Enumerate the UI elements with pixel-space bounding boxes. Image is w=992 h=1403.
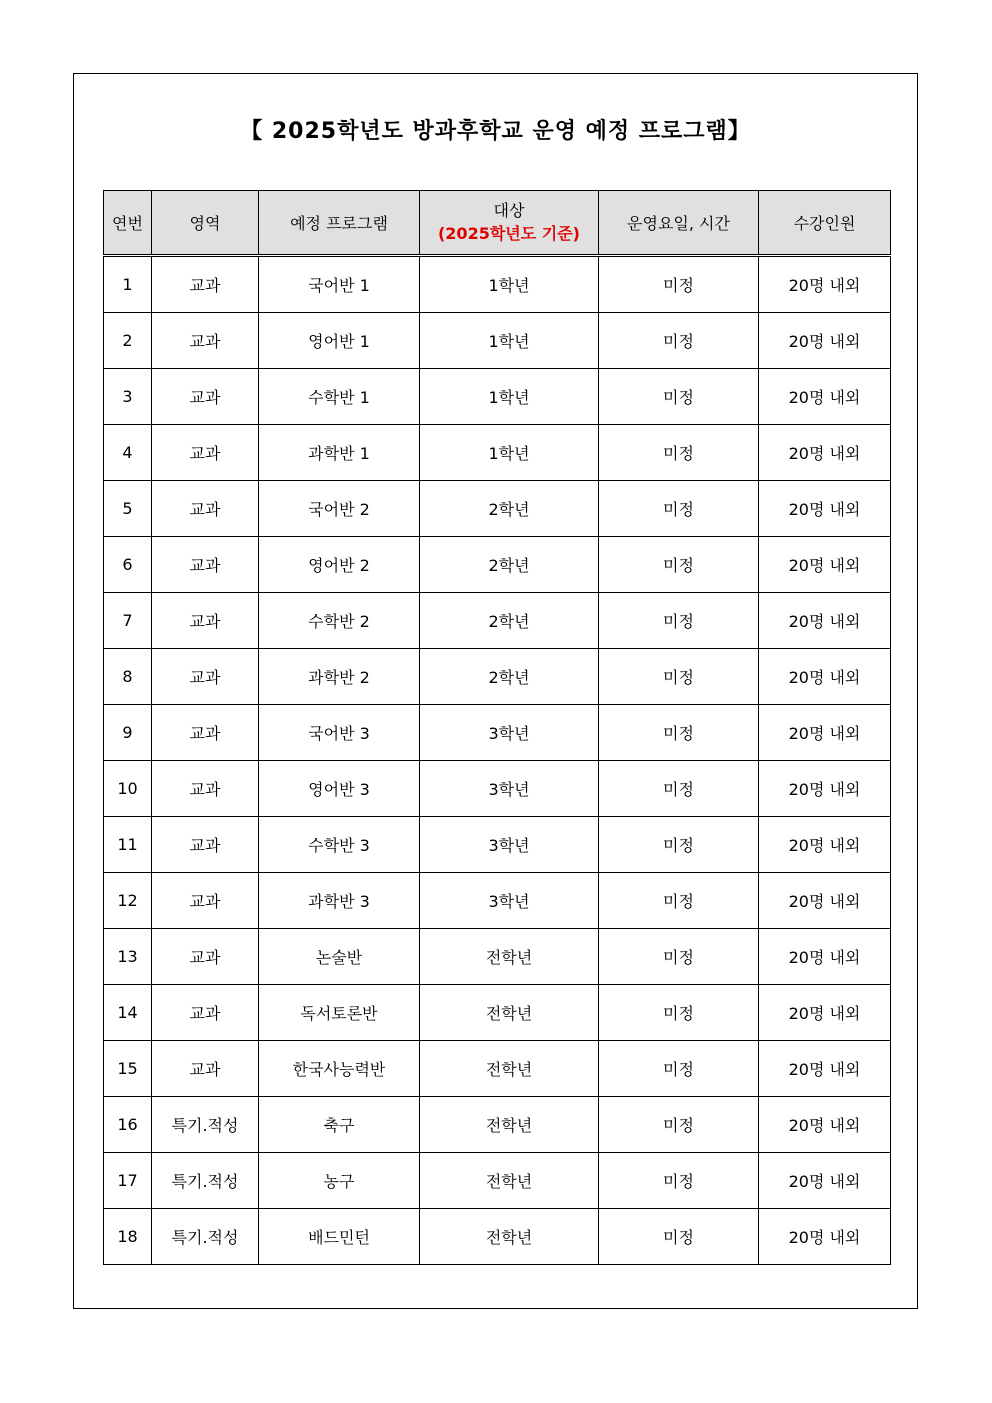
cell-capacity: 20명 내외	[759, 256, 891, 313]
header-target-note: (2025학년도 기준)	[437, 223, 580, 243]
cell-schedule: 미정	[599, 1097, 759, 1153]
cell-capacity: 20명 내외	[759, 873, 891, 929]
cell-area: 교과	[152, 313, 259, 369]
cell-schedule: 미정	[599, 873, 759, 929]
table-row	[104, 313, 891, 369]
cell-no: 2	[104, 313, 152, 369]
cell-capacity: 20명 내외	[759, 761, 891, 817]
cell-target: 1학년	[420, 256, 599, 313]
cell-target: 2학년	[420, 481, 599, 537]
table-row	[104, 649, 891, 705]
cell-schedule: 미정	[599, 1041, 759, 1097]
cell-program: 독서토론반	[259, 985, 420, 1041]
cell-program: 영어반 1	[259, 313, 420, 369]
cell-target: 1학년	[420, 369, 599, 425]
cell-schedule: 미정	[599, 761, 759, 817]
cell-area: 교과	[152, 1041, 259, 1097]
cell-schedule: 미정	[599, 985, 759, 1041]
cell-area: 교과	[152, 537, 259, 593]
table-row	[104, 929, 891, 985]
cell-program: 영어반 3	[259, 761, 420, 817]
cell-no: 17	[104, 1153, 152, 1209]
cell-area: 교과	[152, 425, 259, 481]
cell-program: 과학반 2	[259, 649, 420, 705]
cell-schedule: 미정	[599, 1153, 759, 1209]
table-row	[104, 369, 891, 425]
cell-schedule: 미정	[599, 425, 759, 481]
table-row	[104, 817, 891, 873]
cell-area: 교과	[152, 369, 259, 425]
cell-schedule: 미정	[599, 481, 759, 537]
cell-program: 국어반 2	[259, 481, 420, 537]
cell-capacity: 20명 내외	[759, 1097, 891, 1153]
cell-program: 수학반 2	[259, 593, 420, 649]
table-row	[104, 593, 891, 649]
cell-target: 3학년	[420, 817, 599, 873]
cell-schedule: 미정	[599, 369, 759, 425]
cell-no: 4	[104, 425, 152, 481]
cell-schedule: 미정	[599, 649, 759, 705]
cell-area: 교과	[152, 593, 259, 649]
header-no: 연번	[104, 191, 152, 256]
cell-no: 18	[104, 1209, 152, 1265]
page-title: 【 2025학년도 방과후학교 운영 예정 프로그램】	[240, 119, 751, 144]
cell-area: 교과	[152, 481, 259, 537]
table-row	[104, 1097, 891, 1153]
cell-program: 과학반 1	[259, 425, 420, 481]
cell-capacity: 20명 내외	[759, 1209, 891, 1265]
cell-no: 9	[104, 705, 152, 761]
cell-capacity: 20명 내외	[759, 369, 891, 425]
header-capacity: 수강인원	[759, 191, 891, 256]
cell-target: 1학년	[420, 425, 599, 481]
cell-capacity: 20명 내외	[759, 985, 891, 1041]
cell-area: 교과	[152, 649, 259, 705]
cell-capacity: 20명 내외	[759, 817, 891, 873]
cell-schedule: 미정	[599, 817, 759, 873]
cell-capacity: 20명 내외	[759, 1041, 891, 1097]
cell-program: 한국사능력반	[259, 1041, 420, 1097]
cell-area: 특기.적성	[152, 1153, 259, 1209]
cell-program: 국어반 1	[259, 256, 420, 313]
cell-no: 6	[104, 537, 152, 593]
document-frame	[73, 73, 918, 1309]
header-target-label: 대상	[493, 201, 525, 221]
cell-capacity: 20명 내외	[759, 929, 891, 985]
cell-schedule: 미정	[599, 705, 759, 761]
cell-area: 특기.적성	[152, 1097, 259, 1153]
cell-capacity: 20명 내외	[759, 313, 891, 369]
cell-no: 14	[104, 985, 152, 1041]
cell-target: 2학년	[420, 649, 599, 705]
cell-target: 전학년	[420, 1209, 599, 1265]
cell-capacity: 20명 내외	[759, 481, 891, 537]
cell-no: 5	[104, 481, 152, 537]
cell-area: 특기.적성	[152, 1209, 259, 1265]
table-header-row	[104, 191, 891, 256]
cell-program: 영어반 2	[259, 537, 420, 593]
header-target	[420, 191, 599, 256]
table-row	[104, 761, 891, 817]
cell-target: 2학년	[420, 593, 599, 649]
cell-no: 10	[104, 761, 152, 817]
cell-target: 3학년	[420, 705, 599, 761]
cell-target: 전학년	[420, 1153, 599, 1209]
cell-program: 배드민턴	[259, 1209, 420, 1265]
cell-no: 15	[104, 1041, 152, 1097]
cell-target: 3학년	[420, 761, 599, 817]
cell-program: 수학반 1	[259, 369, 420, 425]
cell-area: 교과	[152, 761, 259, 817]
table-row	[104, 481, 891, 537]
table-row	[104, 705, 891, 761]
table-row	[104, 985, 891, 1041]
cell-target: 전학년	[420, 1097, 599, 1153]
cell-area: 교과	[152, 929, 259, 985]
cell-target: 전학년	[420, 929, 599, 985]
header-program: 예정 프로그램	[259, 191, 420, 256]
cell-target: 전학년	[420, 1041, 599, 1097]
cell-no: 3	[104, 369, 152, 425]
cell-target: 전학년	[420, 985, 599, 1041]
cell-target: 2학년	[420, 537, 599, 593]
cell-no: 11	[104, 817, 152, 873]
table-row	[104, 1209, 891, 1265]
header-schedule: 운영요일, 시간	[599, 191, 759, 256]
table-row	[104, 1153, 891, 1209]
cell-schedule: 미정	[599, 593, 759, 649]
cell-area: 교과	[152, 256, 259, 313]
cell-program: 수학반 3	[259, 817, 420, 873]
cell-area: 교과	[152, 873, 259, 929]
cell-schedule: 미정	[599, 256, 759, 313]
table-row	[104, 425, 891, 481]
cell-area: 교과	[152, 705, 259, 761]
cell-no: 12	[104, 873, 152, 929]
cell-target: 3학년	[420, 873, 599, 929]
cell-area: 교과	[152, 985, 259, 1041]
cell-capacity: 20명 내외	[759, 593, 891, 649]
cell-schedule: 미정	[599, 1209, 759, 1265]
cell-capacity: 20명 내외	[759, 425, 891, 481]
cell-schedule: 미정	[599, 313, 759, 369]
table-row	[104, 256, 891, 313]
cell-no: 1	[104, 256, 152, 313]
cell-program: 축구	[259, 1097, 420, 1153]
cell-schedule: 미정	[599, 929, 759, 985]
cell-no: 16	[104, 1097, 152, 1153]
cell-capacity: 20명 내외	[759, 1153, 891, 1209]
cell-area: 교과	[152, 817, 259, 873]
cell-no: 13	[104, 929, 152, 985]
table-row	[104, 1041, 891, 1097]
cell-program: 국어반 3	[259, 705, 420, 761]
table-row	[104, 873, 891, 929]
cell-program: 과학반 3	[259, 873, 420, 929]
cell-program: 논술반	[259, 929, 420, 985]
cell-target: 1학년	[420, 313, 599, 369]
cell-capacity: 20명 내외	[759, 537, 891, 593]
cell-capacity: 20명 내외	[759, 649, 891, 705]
header-area: 영역	[152, 191, 259, 256]
cell-program: 농구	[259, 1153, 420, 1209]
program-table	[103, 190, 891, 1265]
cell-no: 8	[104, 649, 152, 705]
cell-schedule: 미정	[599, 537, 759, 593]
cell-capacity: 20명 내외	[759, 705, 891, 761]
table-row	[104, 537, 891, 593]
cell-no: 7	[104, 593, 152, 649]
